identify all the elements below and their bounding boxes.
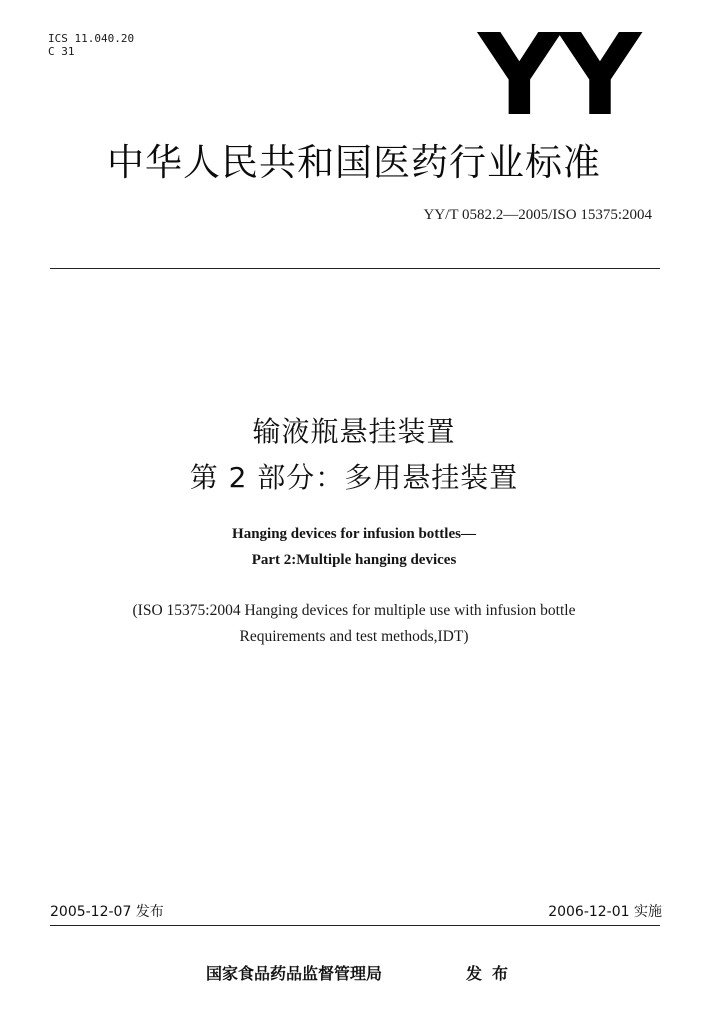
chinese-title-line-1: 输液瓶悬挂装置 <box>252 415 456 448</box>
implementation-date: 2006-12-01 实施 <box>548 904 662 920</box>
english-title-line-1: Hanging devices for infusion bottles— <box>232 526 476 542</box>
iso-equivalence-line-2: Requirements and test methods,IDT) <box>239 628 469 645</box>
classification-codes <box>48 32 134 58</box>
bottom-divider <box>50 925 660 926</box>
issue-date: 2005-12-07 发布 <box>50 904 164 920</box>
ics-code: ICS 11.040.20 <box>48 32 135 45</box>
english-title-line-2: Part 2:Multiple hanging devices <box>251 552 457 568</box>
yy-logo: YY <box>478 11 640 141</box>
publisher-name: 国家食品药品监督管理局 <box>206 964 383 983</box>
iso-equivalence-line-1: (ISO 15375:2004 Hanging devices for multiple use with infusion bottle <box>132 602 576 619</box>
chinese-title-line-2: 第 2 部分：多用悬挂装置 <box>189 461 519 494</box>
issuing-authority-heading: 中华人民共和国医药行业标准 <box>107 141 601 184</box>
standard-number: YY/T 0582.2—2005/ISO 15375:2004 <box>423 207 652 223</box>
top-divider <box>50 268 660 269</box>
ccs-code: C 31 <box>48 45 75 58</box>
publish-label: 发布 <box>466 964 519 983</box>
